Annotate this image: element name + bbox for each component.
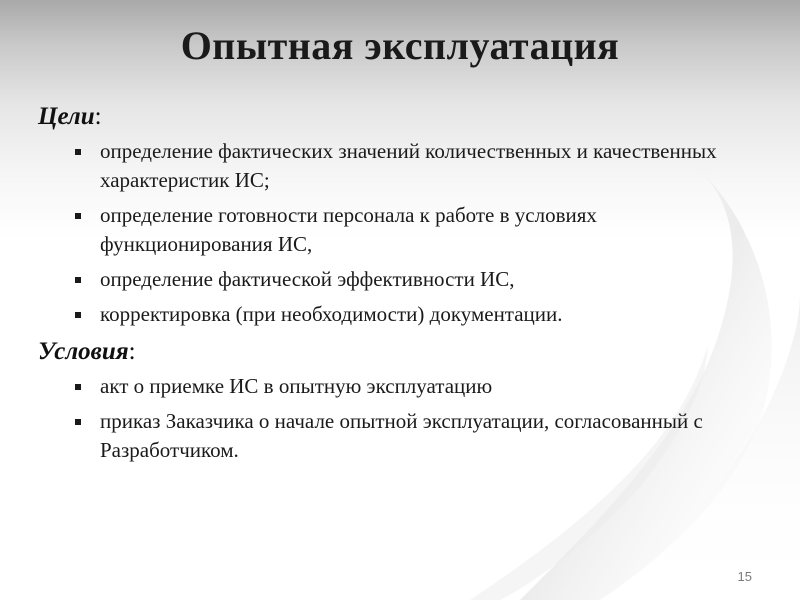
list-item — [38, 407, 748, 465]
list-item — [38, 372, 748, 401]
square-bullet-icon — [75, 384, 81, 390]
goals-heading-colon: : — [94, 103, 102, 130]
square-bullet-icon — [75, 277, 81, 283]
square-bullet-icon — [75, 312, 81, 318]
goals-heading — [38, 100, 748, 134]
slide-content — [38, 100, 748, 471]
slide-title: Опытная эксплуатация — [180, 23, 620, 68]
list-item-text: определение фактической эффективности ИС, — [100, 267, 515, 291]
list-item-text: приказ Заказчика о начале опытной эксплуатации, согласованный с Разработчиком. — [100, 409, 703, 462]
list-item-text: определение фактических значений количественных и качественных характеристик ИС; — [100, 139, 717, 192]
square-bullet-icon — [75, 149, 81, 155]
list-item — [38, 201, 748, 259]
list-item-text: корректировка (при необходимости) документации. — [100, 302, 563, 326]
conditions-heading-label: Условия — [38, 338, 129, 365]
goals-list — [38, 137, 748, 329]
conditions-list — [38, 372, 748, 465]
conditions-heading — [38, 335, 748, 369]
page-number: 15 — [737, 569, 752, 584]
square-bullet-icon — [75, 419, 81, 425]
list-item — [38, 300, 748, 329]
list-item-text: определение готовности персонала к работе в условиях функционирования ИС, — [100, 203, 597, 256]
list-item-text: акт о приемке ИС в опытную эксплуатацию — [100, 374, 493, 398]
goals-heading-label: Цели — [38, 103, 95, 130]
square-bullet-icon — [75, 213, 81, 219]
list-item — [38, 137, 748, 195]
list-item — [38, 265, 748, 294]
conditions-heading-colon: : — [128, 338, 136, 365]
